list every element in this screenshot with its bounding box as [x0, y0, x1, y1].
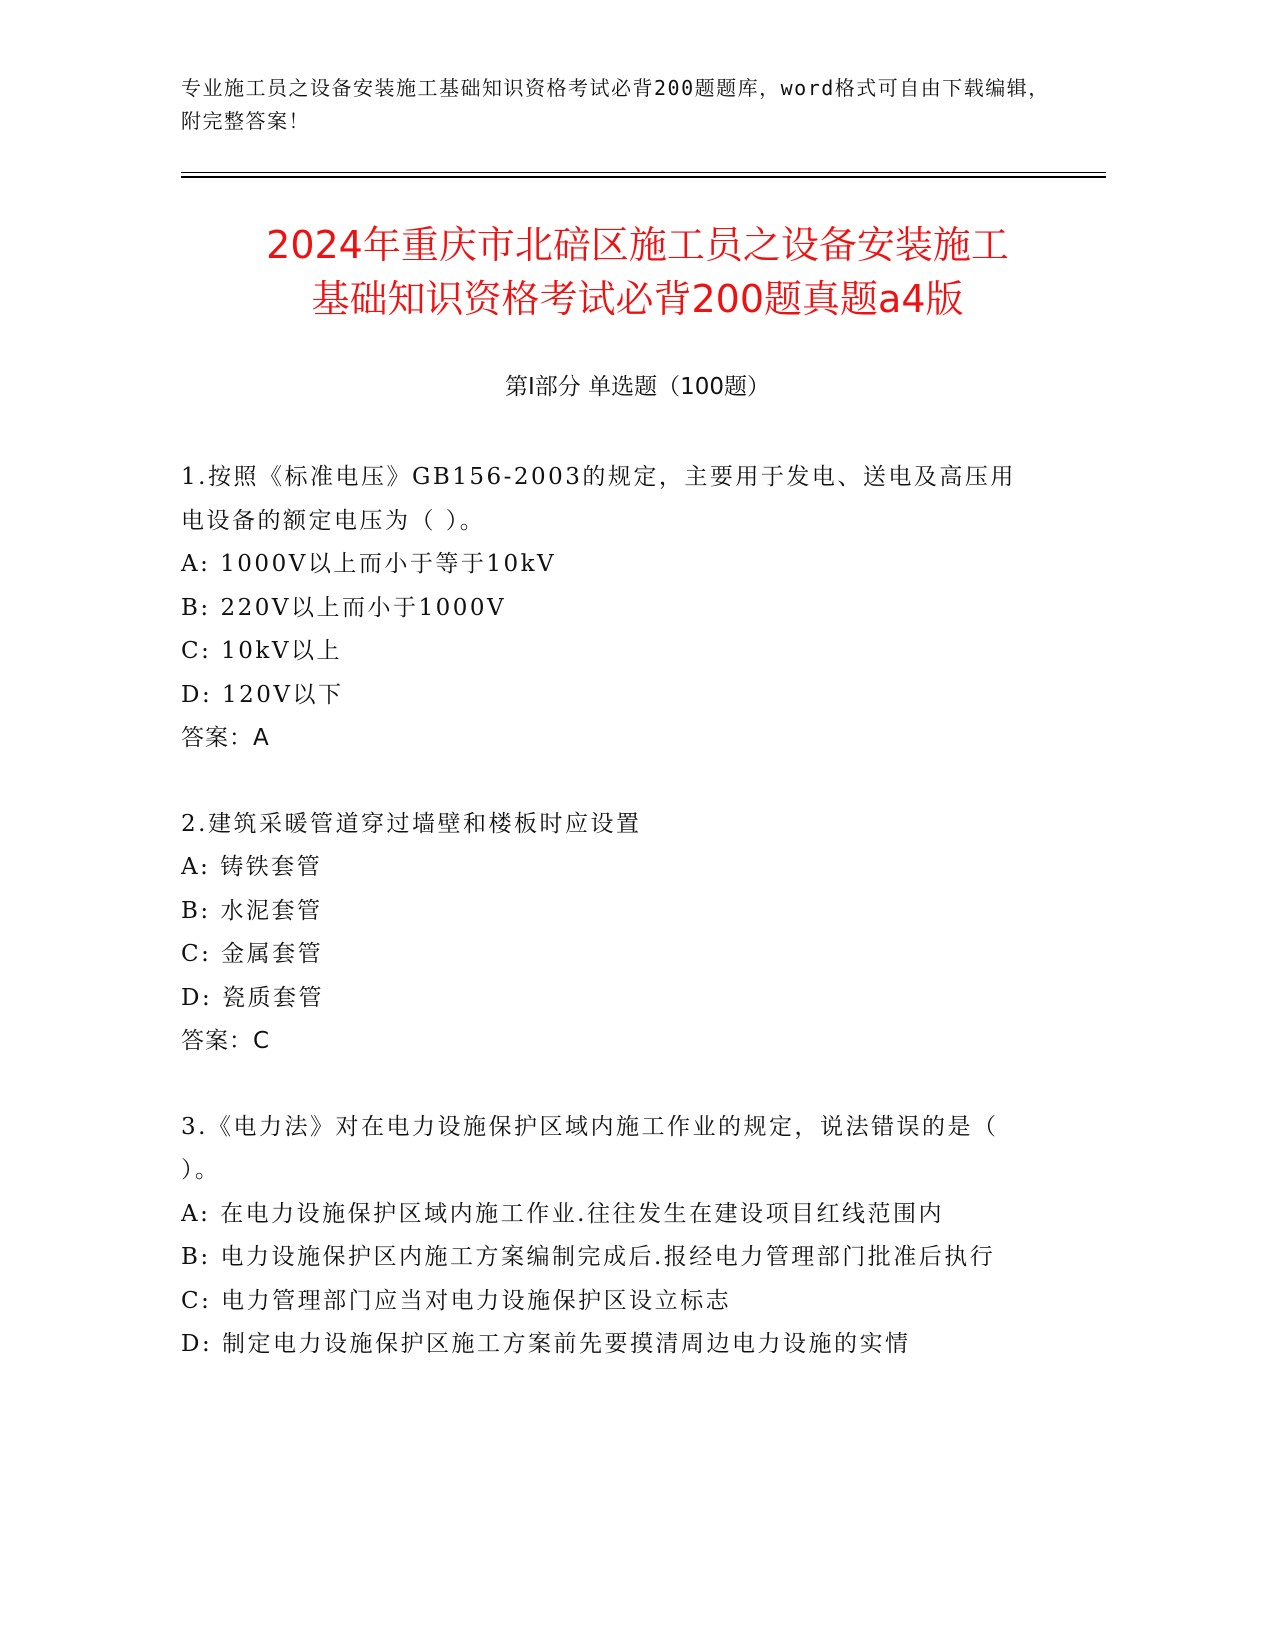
- option-c: C: 金属套管: [181, 941, 324, 967]
- option-d: D: 制定电力设施保护区施工方案前先要摸清周边电力设施的实情: [181, 1331, 911, 1357]
- question-item: [181, 456, 1041, 761]
- question-text: 1.按照《标准电压》GB156-2003的规定，主要用于发电、送电及高压用电设备的额定电压为（ ）。: [181, 464, 1016, 534]
- header-note: 专业施工员之设备安装施工基础知识资格考试必背200题题库，word格式可自由下载编辑，附完整答案！: [181, 76, 1050, 133]
- title-line-1: 2024年重庆市北碚区施工员之设备安装施工: [266, 223, 1009, 267]
- option-c: C: 10kV以上: [181, 638, 342, 664]
- section-title: 第I部分 单选题（100题）: [505, 374, 770, 400]
- option-b: B: 电力设施保护区内施工方案编制完成后.报经电力管理部门批准后执行: [181, 1244, 996, 1270]
- question-item: [181, 1106, 1041, 1367]
- header-divider-thin: [181, 172, 1106, 173]
- header-divider-thick: [181, 176, 1106, 178]
- question-text: 3.《电力法》对在电力设施保护区域内施工作业的规定，说法错误的是（ ）。: [181, 1113, 999, 1183]
- question-text: 2.建筑采暖管道穿过墙壁和楼板时应设置: [181, 810, 642, 837]
- question-list: [181, 456, 1041, 1409]
- option-a: A: 在电力设施保护区域内施工作业.往往发生在建设项目红线范围内: [181, 1200, 944, 1227]
- option-b: B: 220V以上而小于1000V: [181, 594, 507, 621]
- answer-text: 答案：A: [181, 725, 270, 751]
- title-line-2: 基础知识资格考试必背200题真题a4版: [311, 277, 964, 321]
- question-item: [181, 803, 1041, 1064]
- option-a: A: 1000V以上而小于等于10kV: [181, 551, 557, 577]
- option-a: A: 铸铁套管: [181, 854, 323, 880]
- document-title: [150, 218, 1125, 326]
- option-d: D: 瓷质套管: [181, 984, 325, 1011]
- option-b: B: 水泥套管: [181, 897, 323, 924]
- option-c: C: 电力管理部门应当对电力设施保护区设立标志: [181, 1287, 732, 1314]
- option-d: D: 120V以下: [181, 681, 344, 708]
- answer-text: 答案：C: [181, 1028, 271, 1054]
